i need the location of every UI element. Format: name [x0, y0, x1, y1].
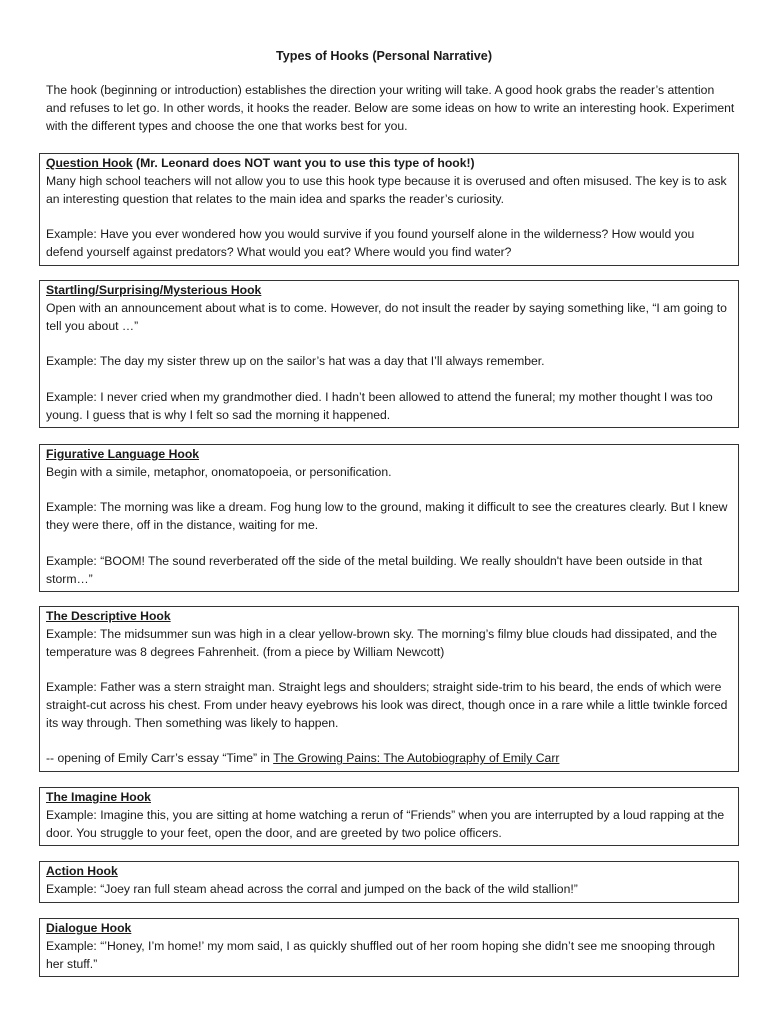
figurative-hook-title: Figurative Language Hook [46, 447, 200, 461]
dialogue-hook-title: Dialogue Hook [46, 921, 132, 935]
descriptive-hook-heading [46, 608, 732, 626]
action-hook-heading [46, 863, 732, 881]
startling-hook-example-1: Example: The day my sister threw up on the sailor’s hat was a day that I’ll always remember. [46, 354, 545, 369]
question-hook-desc: Many high school teachers will not allow you to use this hook type because it is overused and often misused. The key is to ask an interesting question that relates to the main idea and sparks the reader’s curiosity. [46, 173, 727, 206]
imagine-hook-box [39, 787, 739, 846]
figurative-hook-example-1: Example: The morning was like a dream. Fog hung low to the ground, making it difficult to see the creatures clearly. But I knew they were there, off in the distance, waiting for me. [46, 500, 728, 533]
descriptive-hook-title: The Descriptive Hook [46, 609, 171, 623]
question-hook-box [39, 153, 739, 266]
intro-paragraph: The hook (beginning or introduction) establishes the direction your writing will take. A good hook grabs the reader’s attention and refuses to let go. In other words, it hooks the reader. Below are some ideas on how to write an interesting hook. Experiment with the different types and choose the one that works best for you. [46, 83, 735, 133]
dialogue-hook-box [39, 918, 739, 977]
dialogue-hook-example: Example: “’Honey, I’m home!’ my mom said, I as quickly shuffled out of her room hoping she didn’t see me snooping through her stuff.” [46, 938, 716, 971]
figurative-hook-desc: Begin with a simile, metaphor, onomatopoeia, or personification. [46, 464, 392, 479]
page-title: Types of Hooks (Personal Narrative) [275, 49, 493, 63]
startling-hook-box [39, 280, 739, 428]
source-prefix: -- opening of Emily Carr’s essay “Time” in [46, 751, 274, 766]
action-hook-box [39, 861, 739, 903]
startling-hook-example-2: Example: I never cried when my grandmother died. I hadn’t been allowed to attend the funeral; my mother thought I was too young. I guess that is why I felt so sad the morning it happened. [46, 389, 713, 422]
figurative-hook-example-2: Example: “BOOM! The sound reverberated off the side of the metal building. We really shouldn't have been outside in that storm…” [46, 553, 703, 586]
imagine-hook-example: Example: Imagine this, you are sitting at home watching a rerun of “Friends” when you are interrupted by a loud rapping at the door. You struggle to your feet, open the door, and are greeted by two police officers. [46, 807, 725, 840]
figurative-hook-heading [46, 446, 732, 464]
descriptive-hook-example-2: Example: Father was a stern straight man. Straight legs and shoulders; straight side-trim to his beard, the ends of which were straight-cut across his chest. From under heavy eyebrows his look was direct, though once in a rare while a little twinkle forced its way through. Then something was likely to happen. [46, 680, 728, 730]
dialogue-hook-heading [46, 920, 732, 938]
descriptive-hook-source [46, 750, 732, 768]
imagine-hook-heading [46, 789, 732, 807]
action-hook-title: Action Hook [46, 864, 118, 878]
imagine-hook-title: The Imagine Hook [46, 790, 151, 804]
descriptive-hook-box [39, 606, 739, 772]
question-hook-title: Question Hook [46, 156, 133, 170]
source-book-title: The Growing Pains: The Autobiography of Emily Carr [273, 751, 560, 766]
question-hook-heading [46, 155, 732, 173]
action-hook-example: Example: “Joey ran full steam ahead across the corral and jumped on the back of the wild stallion!” [46, 881, 578, 896]
question-hook-example: Example: Have you ever wondered how you would survive if you found yourself alone in the wilderness? How would you defend yourself against predators? What would you eat? Where would you find water? [46, 227, 695, 259]
descriptive-hook-example-1: Example: The midsummer sun was high in a clear yellow-brown sky. The morning’s filmy blue clouds had dissipated, and the temperature was 8 degrees Fahrenheit. (from a piece by William Newcott) [46, 626, 718, 659]
question-hook-note: (Mr. Leonard does NOT want you to use this type of hook!) [132, 156, 475, 170]
startling-hook-title: Startling/Surprising/Mysterious Hook [46, 283, 262, 297]
startling-hook-heading [46, 282, 732, 300]
figurative-hook-box [39, 444, 739, 592]
startling-hook-desc: Open with an announcement about what is to come. However, do not insult the reader by saying something like, “I am going to tell you about …” [46, 300, 727, 333]
